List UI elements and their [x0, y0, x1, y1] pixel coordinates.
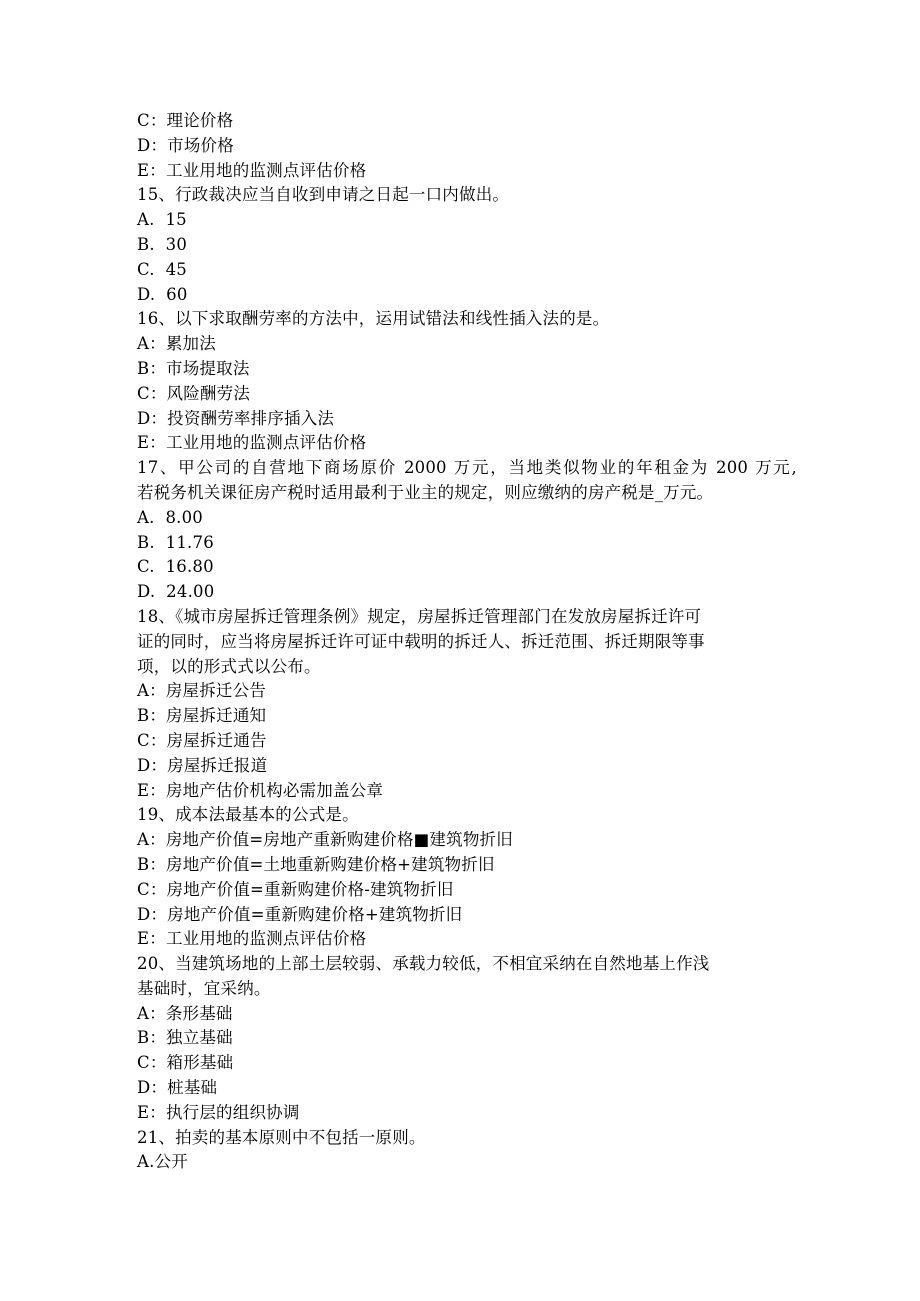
- document-page: [137, 109, 817, 1175]
- text-line: C：风险酬劳法: [137, 383, 251, 403]
- text-line: 证的同时，应当将房屋拆迁许可证中载明的拆迁人、拆迁范围、拆迁期限等事: [137, 631, 705, 651]
- text-line: 16、以下求取酬劳率的方法中，运用试错法和线性插入法的是。: [137, 309, 610, 329]
- text-line: D：投资酬劳率排序插入法: [137, 408, 335, 428]
- text-line: A：条形基础: [137, 1003, 233, 1023]
- text-line: 17、甲公司的自营地下商场原价 2000 万元，当地类似物业的年租金为 200 万元,: [137, 458, 797, 478]
- text-line: 15、行政裁决应当自收到申请之日起一口内做出。: [137, 185, 510, 205]
- text-line: E：工业用地的监测点评估价格: [137, 929, 367, 949]
- text-line: D. 24.00: [137, 582, 215, 602]
- text-line: B：市场提取法: [137, 358, 250, 378]
- text-line: D：市场价格: [137, 135, 234, 155]
- text-line: A：房屋拆迁公告: [137, 681, 267, 701]
- text-line: B. 30: [137, 234, 188, 254]
- text-line: D. 60: [137, 284, 188, 304]
- text-line: 21、拍卖的基本原则中不包括一原则。: [137, 1127, 426, 1147]
- text-line: A.公开: [137, 1152, 188, 1172]
- text-line: B：独立基础: [137, 1028, 233, 1048]
- text-line: 19、成本法最基本的公式是。: [137, 805, 359, 825]
- text-line: C：房地产价值=重新购建价格-建筑物折旧: [137, 879, 454, 899]
- text-line: 20、当建筑场地的上部土层较弱、承载力较低，不相宜采纳在自然地基上作浅: [137, 954, 710, 974]
- text-line: 若税务机关课征房产税时适用最利于业主的规定，则应缴纳的房产税是_万元。: [137, 482, 714, 502]
- text-line: A. 15: [137, 210, 187, 230]
- text-line: 18、《城市房屋拆迁管理条例》规定，房屋拆迁管理部门在发放房屋拆迁许可: [137, 606, 702, 626]
- text-line: E：工业用地的监测点评估价格: [137, 160, 367, 180]
- text-line: 项，以的形式式以公布。: [137, 656, 321, 676]
- text-line: E：工业用地的监测点评估价格: [137, 433, 367, 453]
- text-line: D：房屋拆迁报道: [137, 755, 268, 775]
- text-line: A：房地产价值=房地产重新购建价格■建筑物折旧: [137, 830, 513, 850]
- text-line: C：箱形基础: [137, 1053, 234, 1073]
- text-line: C. 45: [137, 259, 187, 279]
- text-line: E：执行层的组织协调: [137, 1102, 300, 1122]
- text-line: D：桩基础: [137, 1078, 218, 1098]
- text-line: C：理论价格: [137, 111, 234, 130]
- text-line: A. 8.00: [137, 507, 203, 527]
- text-line: E：房地产估价机构必需加盖公章: [137, 780, 384, 800]
- text-line: B：房地产价值=土地重新购建价格+建筑物折旧: [137, 854, 495, 874]
- text-line: 基础时，宜采纳。: [137, 978, 271, 998]
- text-line: B：房屋拆迁通知: [137, 706, 267, 726]
- text-line: C. 16.80: [137, 557, 214, 577]
- text-line: B. 11.76: [137, 532, 214, 552]
- text-line: D：房地产价值=重新购建价格+建筑物折旧: [137, 904, 463, 924]
- text-line: A：累加法: [137, 334, 216, 354]
- text-line: C：房屋拆迁通告: [137, 730, 267, 750]
